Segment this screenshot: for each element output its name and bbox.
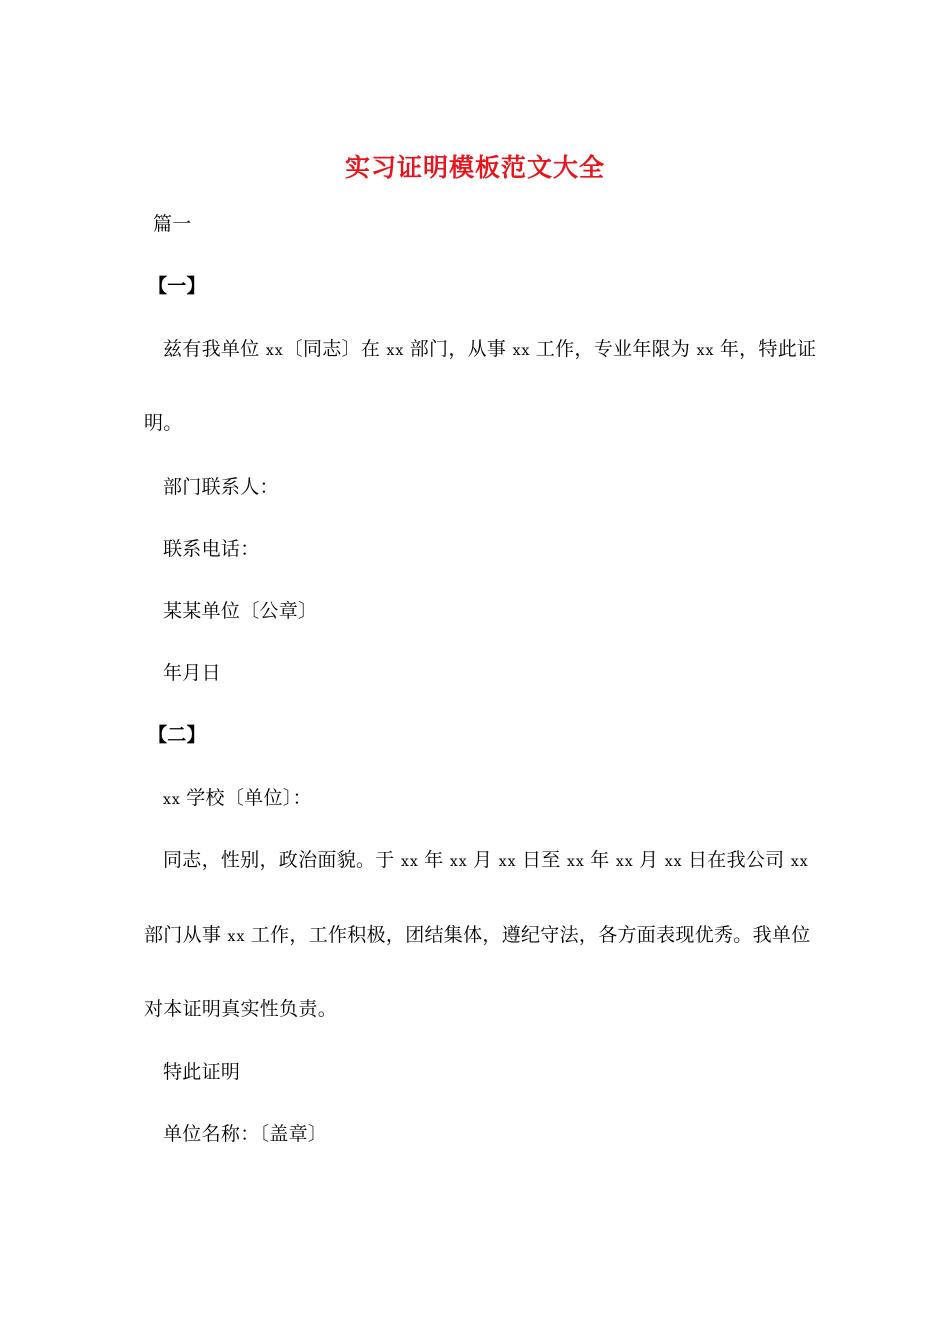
company-seal-line: 某某单位〔公章〕 — [163, 600, 318, 622]
subsection-heading-2: 【二】 — [148, 724, 206, 746]
contact-person-label: 部门联系人： — [163, 476, 279, 498]
placeholder-xx: xx — [566, 854, 591, 870]
placeholder-xx: xx — [449, 854, 474, 870]
addressee-line: xx 学校〔单位〕： — [163, 787, 312, 809]
placeholder-xx: xx — [386, 343, 410, 359]
paragraph-line: 部门从事 xx 工作，工作积极，团结集体，遵纪守法，各方面表现优秀。我单位 — [144, 924, 811, 946]
placeholder-xx: xx — [512, 343, 536, 359]
paragraph-line: 对本证明真实性负责。 — [144, 998, 338, 1020]
placeholder-xx: xx — [498, 854, 522, 870]
section-label: 篇一 — [153, 213, 192, 235]
placeholder-xx: xx — [696, 343, 720, 359]
placeholder-xx: xx — [265, 343, 284, 359]
certification-line: 特此证明 — [163, 1061, 241, 1083]
paragraph-line: 明。 — [144, 412, 183, 434]
placeholder-xx: xx — [163, 792, 187, 808]
date-line: 年月日 — [163, 662, 221, 684]
placeholder-xx: xx — [400, 854, 425, 870]
contact-phone-label: 联系电话： — [163, 538, 260, 560]
placeholder-xx: xx — [615, 854, 640, 870]
subsection-heading-1: 【一】 — [148, 275, 206, 297]
paragraph-line: 兹有我单位 xx〔同志〕在 xx 部门，从事 xx 工作，专业年限为 xx 年，特此证 — [163, 338, 817, 360]
paragraph-line: 同志，性别，政治面貌。于 xx 年 xx 月 xx 日至 xx 年 xx 月 xx 日在我公司 xx — [163, 849, 809, 871]
placeholder-xx: xx — [664, 854, 688, 870]
document-title: 实习证明模板范文大全 — [344, 153, 605, 182]
placeholder-xx: xx — [790, 854, 809, 870]
placeholder-xx: xx — [227, 929, 251, 945]
unit-name-line: 单位名称：〔盖章〕 — [163, 1123, 328, 1145]
